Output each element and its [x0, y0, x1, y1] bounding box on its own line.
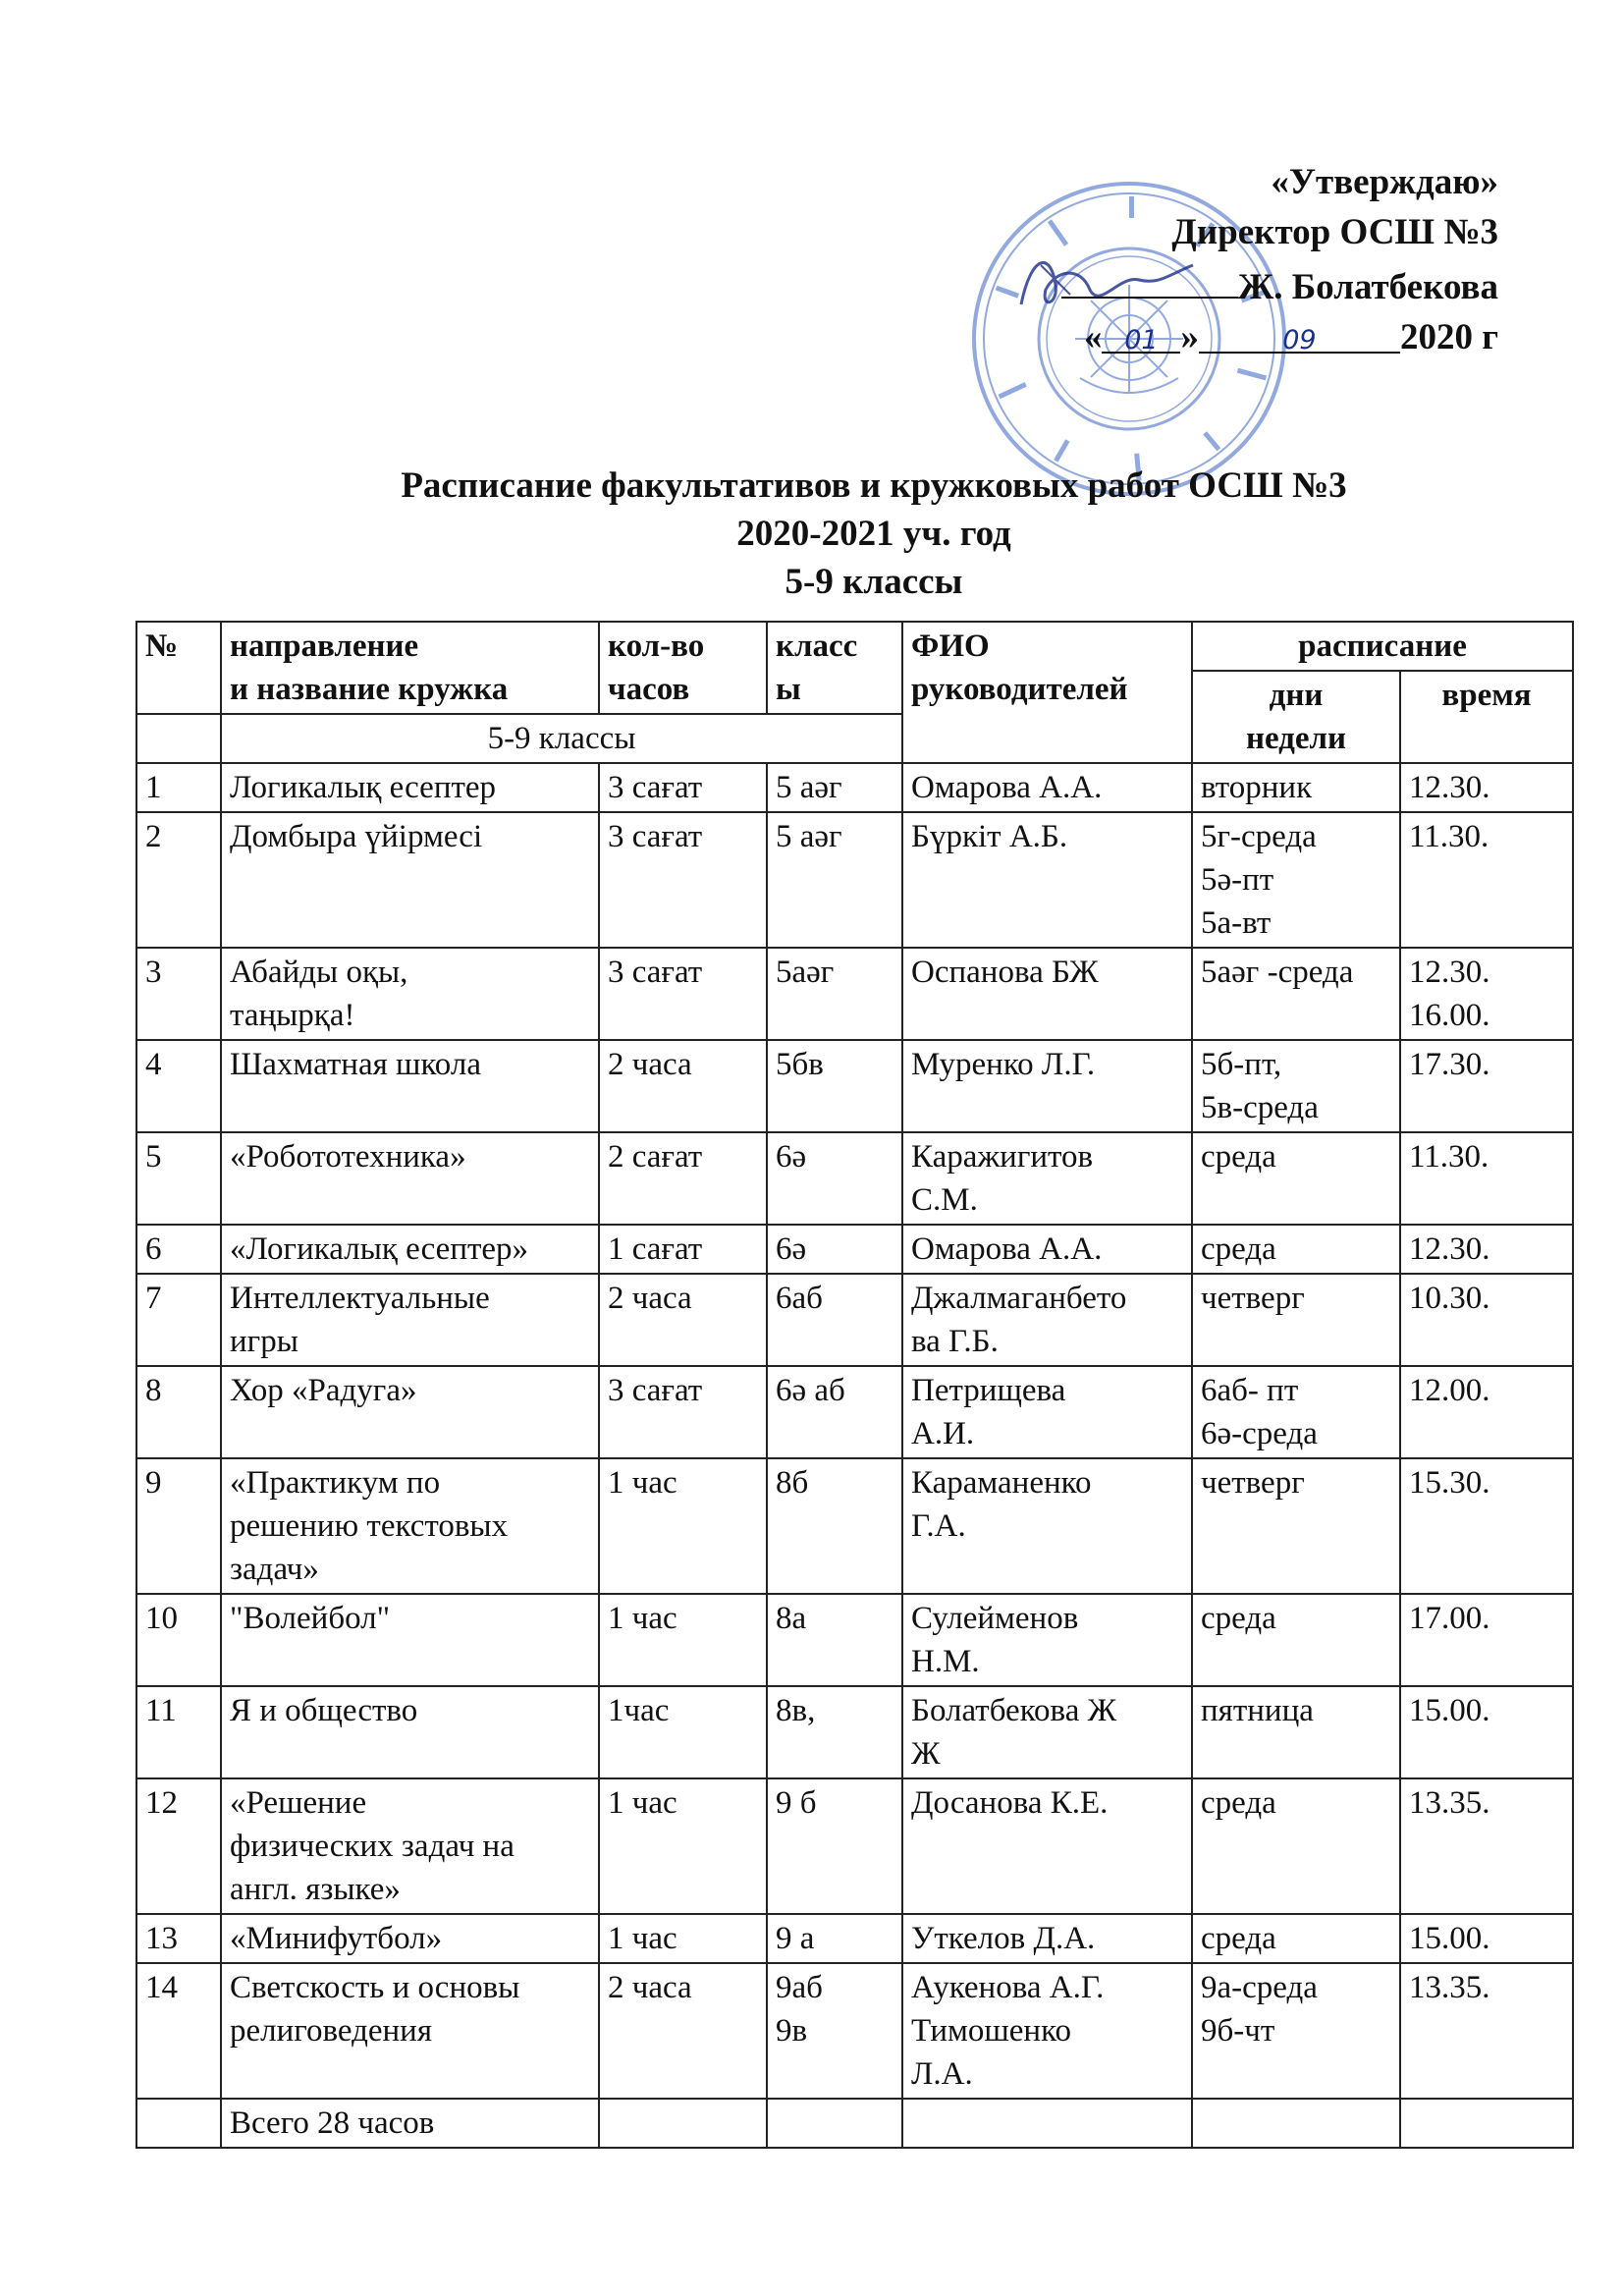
week-days: среда [1192, 1594, 1400, 1686]
leader-name: Караманенко Г.А. [902, 1458, 1192, 1594]
club-name: «Практикум по решению текстовых задач» [221, 1458, 599, 1594]
leader-name: Муренко Л.Г. [902, 1040, 1192, 1132]
approval-position: Директор ОСШ №3 [1171, 212, 1498, 252]
week-days: среда [1192, 1225, 1400, 1274]
total-row [136, 2099, 1573, 2148]
class-list: 6ә [767, 1132, 902, 1225]
date-year: 2020 г [1399, 317, 1498, 357]
total-empty-cell [1400, 2099, 1573, 2148]
header-num: № [136, 622, 221, 714]
total-label: Всего 28 часов [221, 2099, 599, 2148]
date-day-blank [1102, 312, 1180, 354]
schedule-table [135, 621, 1574, 2149]
table-row [136, 1686, 1573, 1778]
row-number: 9 [136, 1458, 221, 1594]
club-name: Хор «Радуга» [221, 1366, 599, 1458]
header-schedule: расписание [1192, 622, 1573, 671]
leader-name: Досанова К.Е. [902, 1778, 1192, 1914]
row-number: 2 [136, 812, 221, 948]
header-row [136, 622, 1573, 671]
leader-name: Аукенова А.Г. Тимошенко Л.А. [902, 1963, 1192, 2099]
week-days: 5б-пт, 5в-среда [1192, 1040, 1400, 1132]
row-number: 1 [136, 763, 221, 812]
leader-name: Джалмаганбето ва Г.Б. [902, 1274, 1192, 1366]
hours-count: 1 сағат [599, 1225, 767, 1274]
date-close-quote: » [1180, 317, 1199, 357]
leader-name: Бүркіт А.Б. [902, 812, 1192, 948]
class-list: 8в, [767, 1686, 902, 1778]
club-name: «Минифутбол» [221, 1914, 599, 1963]
session-time: 15.30. [1400, 1458, 1573, 1594]
date-open-quote: « [1083, 317, 1103, 357]
leader-name: Сулейменов Н.М. [902, 1594, 1192, 1686]
row-number: 12 [136, 1778, 221, 1914]
table-row [136, 1778, 1573, 1914]
class-list: 9 а [767, 1914, 902, 1963]
table-row [136, 1914, 1573, 1963]
title-line-2: 2020-2021 уч. год [736, 514, 1011, 554]
session-time: 15.00. [1400, 1686, 1573, 1778]
class-list: 6ә аб [767, 1366, 902, 1458]
row-number: 11 [136, 1686, 221, 1778]
session-time: 11.30. [1400, 1132, 1573, 1225]
table-row [136, 763, 1573, 812]
table-row [136, 1963, 1573, 2099]
table-row [136, 1594, 1573, 1686]
club-name: "Волейбол" [221, 1594, 599, 1686]
row-number: 4 [136, 1040, 221, 1132]
approval-signature-line [948, 257, 1498, 312]
week-days: среда [1192, 1132, 1400, 1225]
week-days: среда [1192, 1778, 1400, 1914]
hours-count: 3 сағат [599, 763, 767, 812]
row-number: 6 [136, 1225, 221, 1274]
club-name: «Решение физических задач на англ. языке» [221, 1778, 599, 1914]
table-row [136, 948, 1573, 1040]
title-line-3: 5-9 классы [785, 562, 963, 602]
header-direction: направление и название кружка [221, 622, 599, 714]
date-day: 01 [1124, 325, 1159, 355]
club-name: «Робототехника» [221, 1132, 599, 1225]
session-time: 10.30. [1400, 1274, 1573, 1366]
total-empty-cell [767, 2099, 902, 2148]
approval-date [948, 312, 1498, 362]
header-leader: ФИО руководителей [902, 622, 1192, 763]
table-row [136, 1274, 1573, 1366]
date-month-blank [1199, 312, 1400, 354]
table-row [136, 1366, 1573, 1458]
class-list: 8а [767, 1594, 902, 1686]
week-days: пятница [1192, 1686, 1400, 1778]
session-time: 13.35. [1400, 1778, 1573, 1914]
leader-name: Оспанова БЖ [902, 948, 1192, 1040]
table-row [136, 812, 1573, 948]
class-list: 5 аәг [767, 812, 902, 948]
class-list: 6аб [767, 1274, 902, 1366]
class-list: 5бв [767, 1040, 902, 1132]
hours-count: 1час [599, 1686, 767, 1778]
week-days: вторник [1192, 763, 1400, 812]
approval-name: Ж. Болатбекова [1237, 267, 1498, 307]
hours-count: 2 часа [599, 1963, 767, 2099]
session-time: 13.35. [1400, 1963, 1573, 2099]
leader-name: Омарова А.А. [902, 1225, 1192, 1274]
title-line-1: Расписание факультативов и кружковых работ ОСШ №3 [401, 465, 1347, 506]
group-num-cell [136, 714, 221, 763]
week-days: 5аәг -среда [1192, 948, 1400, 1040]
header-time: время [1400, 671, 1573, 763]
hours-count: 1 час [599, 1458, 767, 1594]
week-days: 5г-среда 5ә-пт 5а-вт [1192, 812, 1400, 948]
leader-name: Болатбекова Ж Ж [902, 1686, 1192, 1778]
schedule-rows [136, 763, 1573, 2099]
approval-heading: «Утверждаю» [1271, 162, 1498, 202]
week-days: 6аб- пт 6ә-среда [1192, 1366, 1400, 1458]
session-time: 12.30. [1400, 1225, 1573, 1274]
signature-blank [1061, 257, 1238, 299]
session-time: 17.30. [1400, 1040, 1573, 1132]
hours-count: 3 сағат [599, 948, 767, 1040]
date-month: 09 [1282, 325, 1317, 355]
session-time: 15.00. [1400, 1914, 1573, 1963]
class-list: 5аәг [767, 948, 902, 1040]
leader-name: Омарова А.А. [902, 763, 1192, 812]
club-name: «Логикалық есептер» [221, 1225, 599, 1274]
class-list: 9 б [767, 1778, 902, 1914]
club-name: Домбыра үйірмесі [221, 812, 599, 948]
table-row [136, 1225, 1573, 1274]
week-days: среда [1192, 1914, 1400, 1963]
total-empty-cell [1192, 2099, 1400, 2148]
header-classes: класс ы [767, 622, 902, 714]
row-number: 7 [136, 1274, 221, 1366]
week-days: четверг [1192, 1274, 1400, 1366]
row-number: 10 [136, 1594, 221, 1686]
document-title [0, 462, 1624, 606]
row-number: 3 [136, 948, 221, 1040]
leader-name: Каражигитов С.М. [902, 1132, 1192, 1225]
session-time: 12.00. [1400, 1366, 1573, 1458]
leader-name: Петрищева А.И. [902, 1366, 1192, 1458]
row-number: 13 [136, 1914, 221, 1963]
week-days: 9а-среда 9б-чт [1192, 1963, 1400, 2099]
total-empty-cell [902, 2099, 1192, 2148]
table-row [136, 1458, 1573, 1594]
hours-count: 3 сағат [599, 1366, 767, 1458]
total-num-cell [136, 2099, 221, 2148]
row-number: 14 [136, 1963, 221, 2099]
club-name: Я и общество [221, 1686, 599, 1778]
week-days: четверг [1192, 1458, 1400, 1594]
hours-count: 2 часа [599, 1274, 767, 1366]
class-list: 6ә [767, 1225, 902, 1274]
leader-name: Уткелов Д.А. [902, 1914, 1192, 1963]
row-number: 8 [136, 1366, 221, 1458]
class-list: 9аб 9в [767, 1963, 902, 2099]
session-time: 12.30. [1400, 763, 1573, 812]
club-name: Абайды оқы, таңырқа! [221, 948, 599, 1040]
approval-block [948, 157, 1498, 362]
class-list: 5 аәг [767, 763, 902, 812]
session-time: 12.30. 16.00. [1400, 948, 1573, 1040]
header-hours: кол-во часов [599, 622, 767, 714]
club-name: Светскость и основы религоведения [221, 1963, 599, 2099]
session-time: 11.30. [1400, 812, 1573, 948]
session-time: 17.00. [1400, 1594, 1573, 1686]
row-number: 5 [136, 1132, 221, 1225]
hours-count: 2 часа [599, 1040, 767, 1132]
header-days: дни недели [1192, 671, 1400, 763]
table-row [136, 1132, 1573, 1225]
group-label: 5-9 классы [221, 714, 902, 763]
class-list: 8б [767, 1458, 902, 1594]
hours-count: 1 час [599, 1914, 767, 1963]
hours-count: 3 сағат [599, 812, 767, 948]
table-row [136, 1040, 1573, 1132]
club-name: Шахматная школа [221, 1040, 599, 1132]
hours-count: 1 час [599, 1778, 767, 1914]
total-empty-cell [599, 2099, 767, 2148]
hours-count: 2 сағат [599, 1132, 767, 1225]
hours-count: 1 час [599, 1594, 767, 1686]
club-name: Логикалық есептер [221, 763, 599, 812]
club-name: Интеллектуальные игры [221, 1274, 599, 1366]
